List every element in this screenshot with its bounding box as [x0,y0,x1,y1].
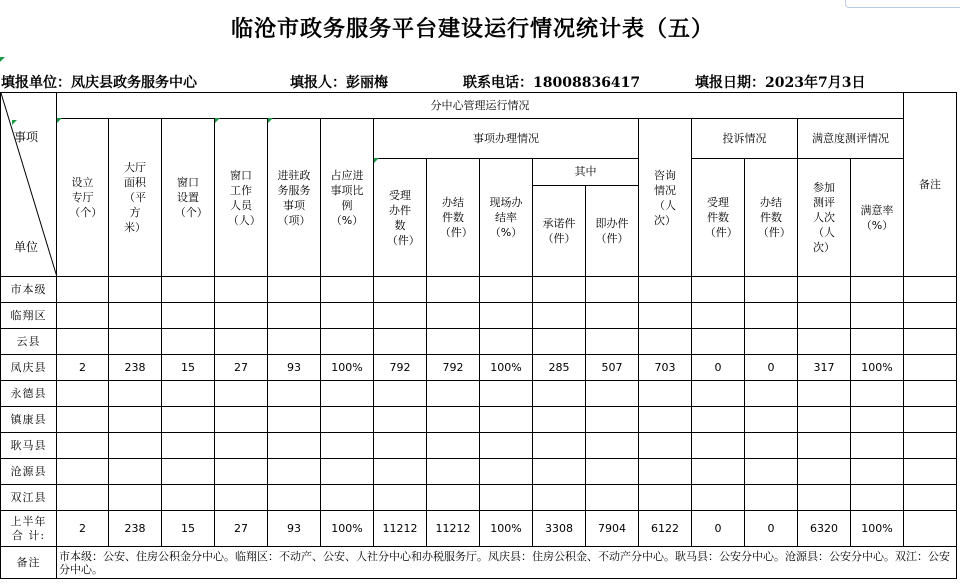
table-cell [586,433,639,459]
total-cell: 7904 [586,511,639,547]
total-cell: 15 [162,511,215,547]
table-cell [480,433,533,459]
table-row [1,329,957,355]
table-cell [480,381,533,407]
table-cell [427,277,480,303]
table-cell [268,303,321,329]
table-cell [268,277,321,303]
table-cell [427,407,480,433]
table-cell [109,433,162,459]
table-cell [480,277,533,303]
table-cell [586,303,639,329]
table-cell [162,433,215,459]
table-cell [321,459,374,485]
table-cell [321,303,374,329]
table-cell [692,485,745,511]
table-row [1,433,957,459]
table-cell [109,485,162,511]
table-cell [215,277,268,303]
cell-comment-marker [215,118,220,123]
col-header-complaint-accepted: 受理件数（件） [692,159,745,277]
col-header-completed: 办结件数（件） [427,159,480,277]
statistics-table [0,92,957,579]
total-cell: 100% [321,511,374,547]
table-cell [798,329,851,355]
col-header-onsite-rate: 现场办结率（%） [480,159,533,277]
table-cell [798,433,851,459]
table-cell [851,303,904,329]
col-header-windows: 窗口设置（个） [162,119,215,277]
table-cell [798,303,851,329]
table-cell: 100% [851,355,904,381]
col-header-ratio: 占应进事项比例（%） [321,119,374,277]
table-cell [215,407,268,433]
row-label: 市本级 [1,277,57,303]
table-cell [268,459,321,485]
table-cell [533,329,586,355]
table-cell [109,459,162,485]
table-cell [321,433,374,459]
table-cell [57,407,109,433]
table-cell [533,433,586,459]
table-cell [321,485,374,511]
table-cell [904,485,957,511]
table-row [1,381,957,407]
table-cell [57,381,109,407]
table-cell: 100% [480,355,533,381]
corner-label-items: 事项 [14,130,39,144]
corner-label-unit: 单位 [14,240,39,254]
table-cell [109,303,162,329]
total-cell: 100% [851,511,904,547]
table-cell: 27 [215,355,268,381]
table-cell [798,459,851,485]
table-cell [533,277,586,303]
total-cell: 11212 [374,511,427,547]
row-label: 双江县 [1,485,57,511]
table-cell: 238 [109,355,162,381]
table-cell: 317 [798,355,851,381]
report-date: 填报日期：2023年7月3日 [695,75,866,91]
table-cell [109,381,162,407]
table-cell [427,433,480,459]
table-cell [374,329,427,355]
table-cell [215,329,268,355]
row-label: 镇康县 [1,407,57,433]
table-cell: 0 [692,355,745,381]
table-cell [374,303,427,329]
table-cell [533,485,586,511]
row-label: 沧源县 [1,459,57,485]
table-cell [851,277,904,303]
group-header-main: 分中心管理运行情况 [57,93,904,119]
table-cell [162,485,215,511]
table-cell [798,381,851,407]
report-info-line [0,72,960,92]
table-cell [162,459,215,485]
col-header-halls: 设立专厅（个） [57,119,109,277]
table-cell [427,329,480,355]
table-cell [745,459,798,485]
table-cell [268,381,321,407]
table-cell [268,433,321,459]
table-cell [586,459,639,485]
table-cell [904,355,957,381]
table-cell [533,381,586,407]
table-cell: 0 [745,355,798,381]
table-cell: 2 [57,355,109,381]
table-cell [639,303,692,329]
table-cell [162,381,215,407]
col-header-consult: 咨询情况（人次） [639,119,692,277]
total-row-label: 上半年 合 计: [1,511,57,547]
table-cell [639,433,692,459]
table-cell [57,303,109,329]
col-header-accepted: 受理办件数（件） [374,159,427,277]
row-label: 临翔区 [1,303,57,329]
note-text: 市本级：公安、住房公积金分中心。临翔区：不动产、公安、人社分中心和办税服务厅。凤庆县：住房公积金、不动产分中心。耿马县：公安分中心。沧源县：公安分中心。双江：公安分中心。 [57,547,957,579]
total-cell: 100% [480,511,533,547]
table-cell [268,485,321,511]
table-cell [851,407,904,433]
col-header-satisfaction: 满意率（%） [851,159,904,277]
col-header-promise: 承诺件（件） [533,185,586,276]
table-body [1,277,957,511]
table-cell [480,459,533,485]
table-cell [480,485,533,511]
table-cell [533,303,586,329]
table-cell [268,329,321,355]
table-cell [798,485,851,511]
table-cell [533,407,586,433]
table-cell [162,407,215,433]
table-cell [162,329,215,355]
row-label: 凤庆县 [1,355,57,381]
reporting-unit: 填报单位：凤庆县政务服务中心 [1,75,197,91]
table-cell [321,407,374,433]
table-cell [745,433,798,459]
table-row [1,355,957,381]
table-cell [321,381,374,407]
table-cell [321,277,374,303]
table-row [1,277,957,303]
table-cell [374,433,427,459]
table-cell [57,459,109,485]
corner-header-cell [1,93,57,277]
table-cell [480,407,533,433]
cell-comment-marker [268,118,273,123]
table-row [1,485,957,511]
table-cell [851,459,904,485]
row-label: 云县 [1,329,57,355]
group-header-complaint: 投诉情况 [692,119,798,159]
table-cell [904,433,957,459]
total-cell: 0 [692,511,745,547]
table-cell: 703 [639,355,692,381]
table-cell [268,407,321,433]
table-cell [639,459,692,485]
col-header-area: 大厅面积（平方米） [109,119,162,277]
total-cell: 2 [57,511,109,547]
table-cell [215,433,268,459]
table-cell [215,459,268,485]
total-cell: 0 [745,511,798,547]
col-header-participants: 参加测评人次（人次） [798,159,851,277]
table-cell [745,485,798,511]
table-cell [427,303,480,329]
table-cell [480,303,533,329]
table-cell [904,277,957,303]
col-header-items: 进驻政务服务事项（项） [268,119,321,277]
table-cell [586,381,639,407]
note-label: 备注 [1,547,57,579]
col-header-staff: 窗口工作人员（人） [215,119,268,277]
total-cell: 93 [268,511,321,547]
table-cell [745,381,798,407]
table-cell [374,485,427,511]
table-cell [57,329,109,355]
note-row [1,547,957,579]
table-row [1,407,957,433]
table-cell [639,485,692,511]
table-cell [533,459,586,485]
table-cell [374,407,427,433]
table-cell [692,459,745,485]
total-cell [904,511,957,547]
subgroup-among-cell [533,159,639,277]
table-cell: 93 [268,355,321,381]
table-cell: 15 [162,355,215,381]
table-cell [215,303,268,329]
table-cell [904,459,957,485]
table-cell [639,277,692,303]
table-cell [109,277,162,303]
col-header-complaint-completed: 办结件数（件） [745,159,798,277]
table-row [1,303,957,329]
table-cell [374,459,427,485]
table-cell [639,329,692,355]
table-cell [692,277,745,303]
cell-comment-marker [0,57,5,62]
table-cell: 285 [533,355,586,381]
table-cell [586,485,639,511]
table-cell [427,381,480,407]
table-cell [745,329,798,355]
cell-comment-marker [374,158,379,163]
table-cell [851,381,904,407]
table-cell [851,329,904,355]
table-cell [745,277,798,303]
cell-comment-marker [57,118,62,123]
total-row [1,511,957,547]
table-cell: 792 [374,355,427,381]
table-cell [639,381,692,407]
table-cell [57,485,109,511]
row-label: 永德县 [1,381,57,407]
table-cell [851,433,904,459]
table-cell [57,277,109,303]
table-cell [374,381,427,407]
subgroup-header-among: 其中 [533,159,638,185]
table-cell [745,407,798,433]
row-label: 耿马县 [1,433,57,459]
col-header-immediate: 即办件（件） [586,185,639,276]
group-header-satisfaction: 满意度测评情况 [798,119,904,159]
table-cell [162,277,215,303]
table-cell [215,485,268,511]
table-cell [162,303,215,329]
table-cell: 792 [427,355,480,381]
group-header-handling: 事项办理情况 [374,119,639,159]
table-cell: 100% [321,355,374,381]
table-cell [639,407,692,433]
table-cell [904,381,957,407]
table-cell [692,407,745,433]
table-cell [215,381,268,407]
table-cell [427,485,480,511]
table-cell [427,459,480,485]
table-cell [904,303,957,329]
table-cell [374,277,427,303]
window-frame-corner [845,0,960,8]
table-cell [586,407,639,433]
page-title: 临沧市政务服务平台建设运行情况统计表（五） [230,16,714,42]
total-cell: 238 [109,511,162,547]
table-cell [798,407,851,433]
table-cell [109,329,162,355]
table-row [1,459,957,485]
total-cell: 6122 [639,511,692,547]
table-cell [57,433,109,459]
table-cell [321,329,374,355]
total-cell: 6320 [798,511,851,547]
total-cell: 27 [215,511,268,547]
contact-phone: 联系电话：18008836417 [463,75,641,91]
cell-comment-marker [12,120,17,125]
table-cell [692,303,745,329]
table-cell [586,329,639,355]
table-cell [692,433,745,459]
table-cell: 507 [586,355,639,381]
table-cell [904,329,957,355]
total-cell: 3308 [533,511,586,547]
total-cell: 11212 [427,511,480,547]
table-cell [692,381,745,407]
table-cell [109,407,162,433]
table-cell [798,277,851,303]
table-cell [851,485,904,511]
table-cell [480,329,533,355]
table-cell [692,329,745,355]
table-cell [586,277,639,303]
reporter-name: 填报人：彭丽梅 [290,75,388,91]
col-header-remark: 备注 [904,93,957,277]
table-cell [745,303,798,329]
table-cell [904,407,957,433]
